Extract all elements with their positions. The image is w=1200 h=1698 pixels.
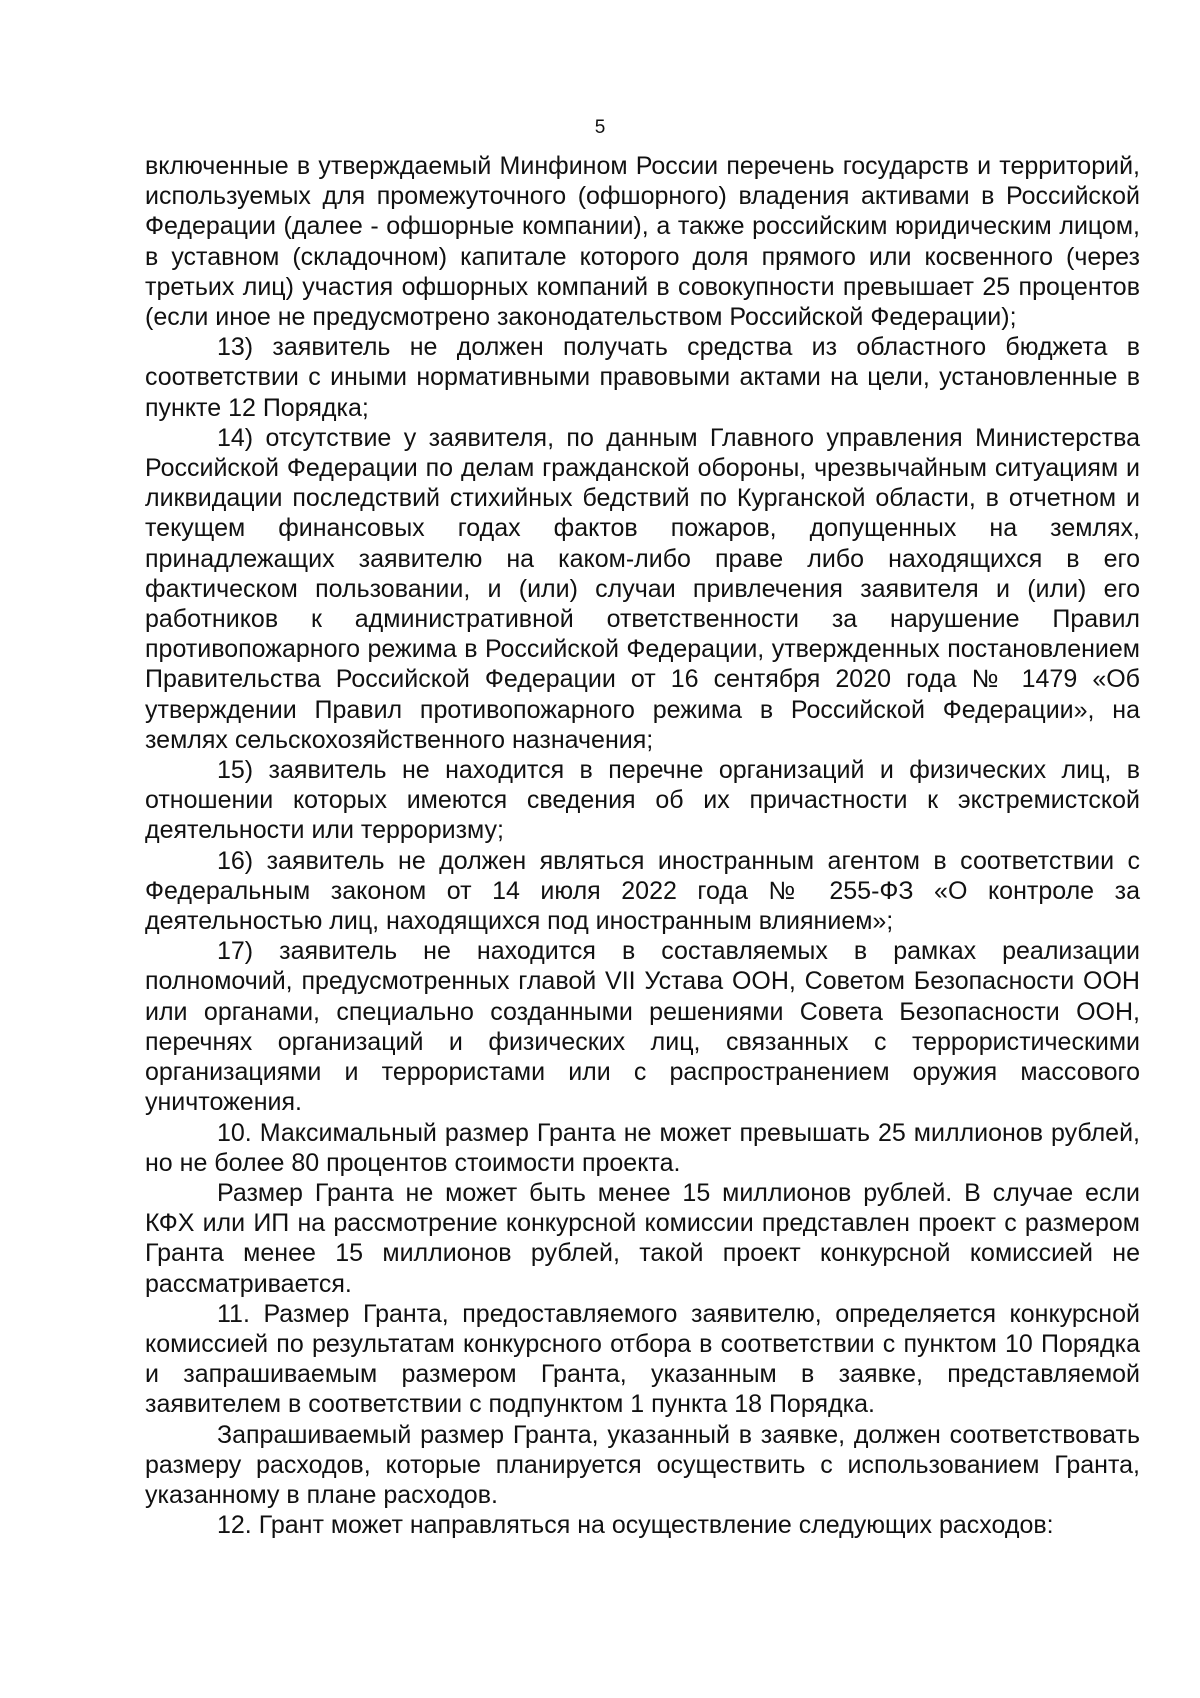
- paragraph-section-12: 12. Грант может направляться на осуществление следующих расходов:: [217, 1511, 1054, 1540]
- paragraph-section-11: 11. Размер Гранта, предоставляемого заявителю, определяется конкурсной комиссией по результатам конкурсного отбора в соответствии с пунктом 10 Порядка и запрашиваемым размером Гранта, указанным в заявке, представляемой заявителем в соответствии с подпунктом 1 пункта 18 Порядка.: [145, 1299, 1140, 1419]
- paragraph-item-17: 17) заявитель не находится в составляемых в рамках реализации полномочий, предусмотренных главой VII Устава ООН, Советом Безопасности ООН или органами, специально созданными решениями Совета Безопасности ООН, перечнях организаций и физических лиц, связанных с террористическими организациями и террористами или с распространением оружия массового уничтожения.: [145, 937, 1140, 1117]
- paragraph-item-15: 15) заявитель не находится в перечне организаций и физических лиц, в отношении которых имеются сведения об их причастности к экстремистской деятельности или терроризму;: [145, 756, 1140, 845]
- paragraph-requested-amount: Запрашиваемый размер Гранта, указанный в заявке, должен соответствовать размеру расходов, которые планируется осуществить с использованием Гранта, указанному в плане расходов.: [145, 1420, 1140, 1509]
- document-body: [145, 151, 1140, 1540]
- paragraph-section-10: 10. Максимальный размер Гранта не может превышать 25 миллионов рублей, но не более 80 процентов стоимости проекта.: [145, 1118, 1140, 1177]
- paragraph-item-13: 13) заявитель не должен получать средства из областного бюджета в соответствии с иными нормативными правовыми актами на цели, установленные в пункте 12 Порядка;: [145, 333, 1140, 422]
- paragraph-grant-minimum: Размер Гранта не может быть менее 15 миллионов рублей. В случае если КФХ или ИП на рассмотрение конкурсной комиссии представлен проект с размером Гранта менее 15 миллионов рублей, такой проект конкурсной комиссией не рассматривается.: [145, 1178, 1140, 1298]
- paragraph-item-14: 14) отсутствие у заявителя, по данным Главного управления Министерства Российской Федерации по делам гражданской обороны, чрезвычайным ситуациям и ликвидации последствий стихийных бедствий по Курганской области, в отчетном и текущем финансовых годах фактов пожаров, допущенных на землях, принадлежащих заявителю на каком-либо праве либо находящихся в его фактическом пользовании, и (или) случаи привлечения заявителя и (или) его работников к административной ответственности за нарушение Правил противопожарного режима в Российской Федерации, утвержденных постановлением Правительства Российской Федерации от 16 сентября 2020 года № 1479 «Об утверждении Правил противопожарного режима в Российской Федерации», на землях сельскохозяйственного назначения;: [145, 423, 1140, 754]
- paragraph-item-16: 16) заявитель не должен являться иностранным агентом в соответствии с Федеральным законом от 14 июля 2022 года № 255-ФЗ «О контроле за деятельностью лиц, находящихся под иностранным влиянием»;: [145, 846, 1140, 936]
- paragraph-offshore-companies: включенные в утверждаемый Минфином России перечень государств и территорий, используемых для промежуточного (офшорного) владения активами в Российской Федерации (далее - офшорные компании), а также российским юридическим лицом, в уставном (складочном) капитале которого доля прямого или косвенного (через третьих лиц) участия офшорных компаний в совокупности превышает 25 процентов (если иное не предусмотрено законодательством Российской Федерации);: [145, 152, 1140, 332]
- page-number: 5: [594, 117, 606, 138]
